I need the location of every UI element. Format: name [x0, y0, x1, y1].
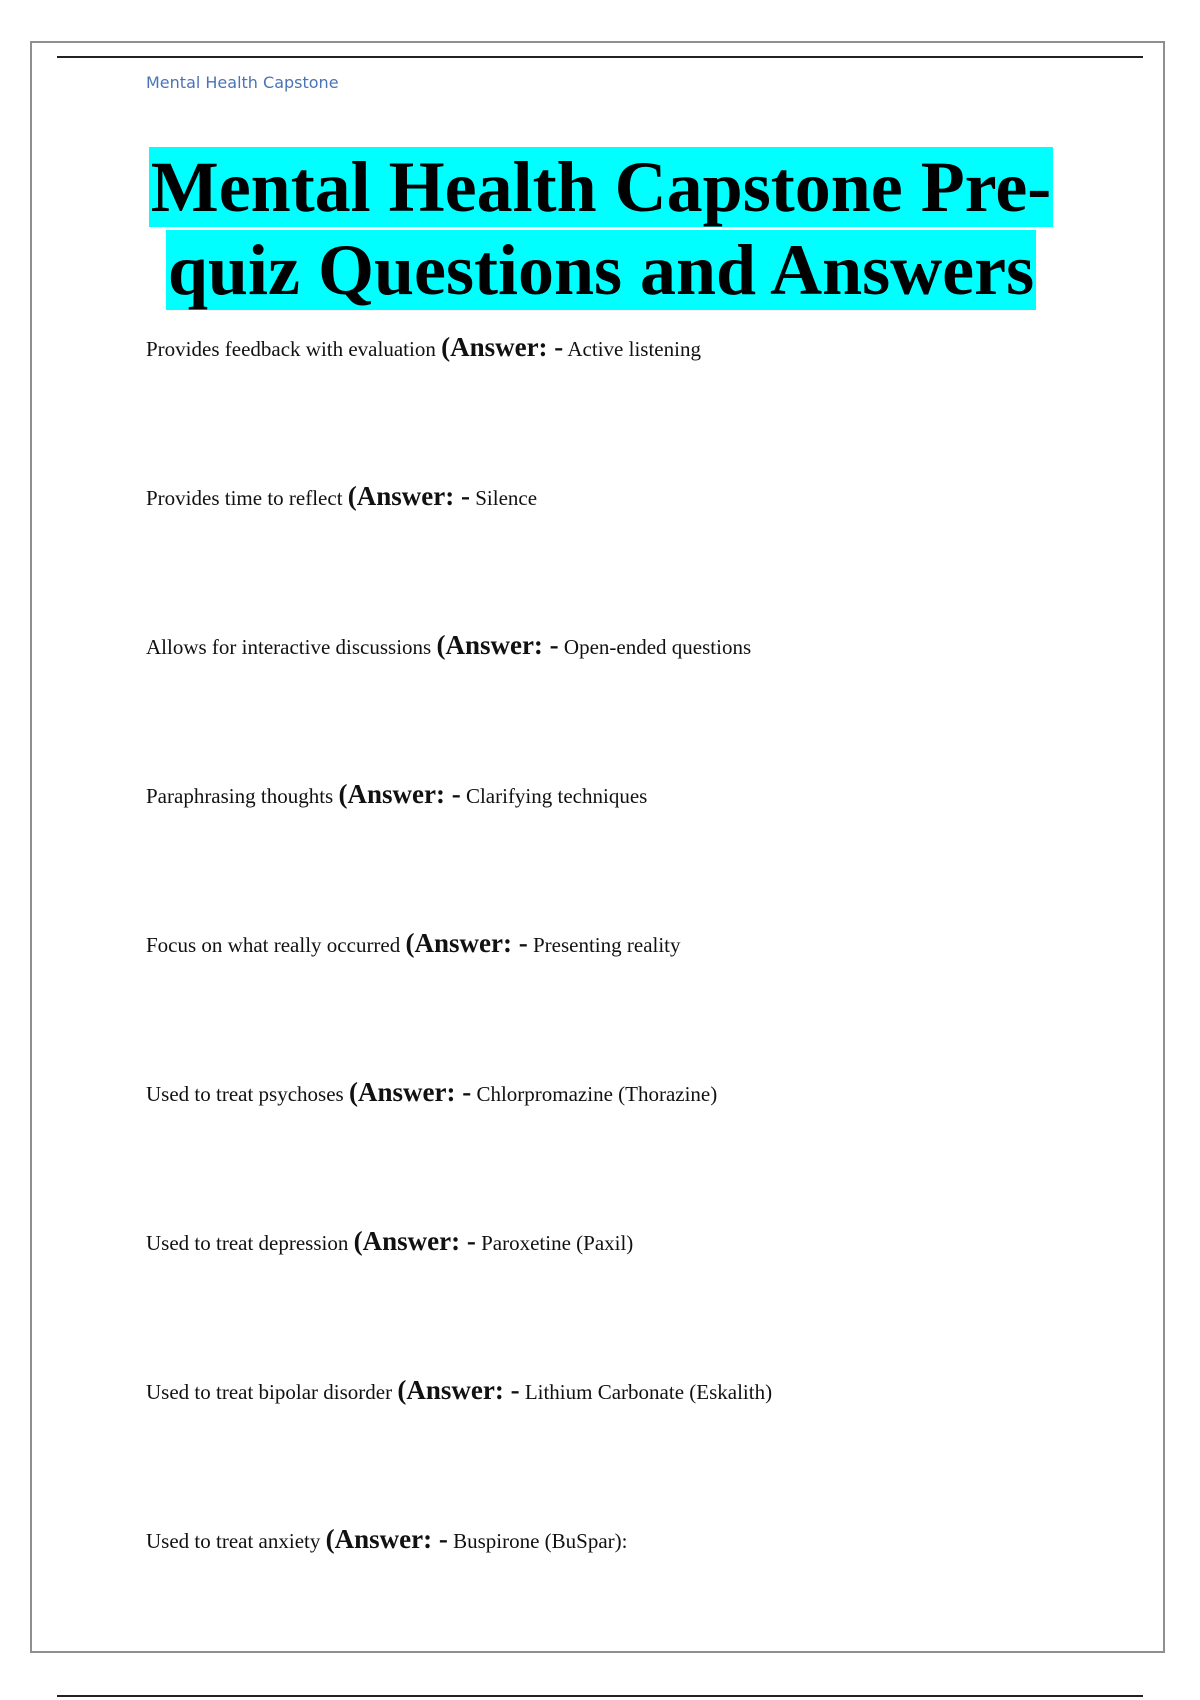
- question-text: Provides time to reflect: [146, 486, 343, 510]
- question-text: Allows for interactive discussions: [146, 635, 432, 659]
- answer-tag: (Answer: -: [338, 779, 461, 809]
- answer-tag: (Answer: -: [325, 1524, 448, 1554]
- qa-item: [146, 926, 1106, 1075]
- running-header: Mental Health Capstone: [146, 73, 339, 92]
- qa-item: [146, 479, 1106, 628]
- qa-item: [146, 1224, 1106, 1373]
- answer-text: Lithium Carbonate (Eskalith): [524, 1380, 773, 1404]
- question-text: Used to treat anxiety: [146, 1529, 321, 1553]
- answer-text: Clarifying techniques: [465, 784, 648, 808]
- answer-tag: (Answer: -: [348, 1077, 472, 1107]
- question-text: Used to treat depression: [146, 1231, 349, 1255]
- qa-list: [146, 330, 1106, 1671]
- qa-item: [146, 330, 1106, 479]
- answer-text: Presenting reality: [532, 933, 681, 957]
- answer-tag: (Answer: -: [353, 1226, 476, 1256]
- qa-item: [146, 1373, 1106, 1522]
- qa-item: [146, 1075, 1106, 1224]
- document-title: [146, 146, 1056, 312]
- question-text: Used to treat psychoses: [146, 1082, 344, 1106]
- answer-text: Silence: [475, 486, 538, 510]
- qa-item: [146, 777, 1106, 926]
- answer-text: Buspirone (BuSpar):: [453, 1529, 628, 1553]
- answer-tag: (Answer: -: [441, 332, 564, 362]
- answer-text: Open-ended questions: [563, 635, 752, 659]
- header-rule: [57, 56, 1143, 58]
- answer-tag: (Answer: -: [436, 630, 559, 660]
- qa-item: [146, 628, 1106, 777]
- answer-text: Chlorpromazine (Thorazine): [476, 1082, 718, 1106]
- question-text: Paraphrasing thoughts: [146, 784, 334, 808]
- answer-tag: (Answer: -: [397, 1375, 520, 1405]
- title-line-1: Mental Health Capstone Pre-: [150, 147, 1052, 227]
- answer-text: Paroxetine (Paxil): [481, 1231, 634, 1255]
- question-text: Provides feedback with evaluation: [146, 337, 436, 361]
- question-text: Focus on what really occurred: [146, 933, 401, 957]
- qa-item: [146, 1522, 1106, 1671]
- question-text: Used to treat bipolar disorder: [146, 1380, 393, 1404]
- title-line-2: quiz Questions and Answers: [167, 230, 1035, 310]
- answer-tag: (Answer: -: [405, 928, 528, 958]
- answer-tag: (Answer: -: [347, 481, 470, 511]
- answer-text: Active listening: [567, 337, 701, 361]
- footer-rule: [57, 1695, 1143, 1697]
